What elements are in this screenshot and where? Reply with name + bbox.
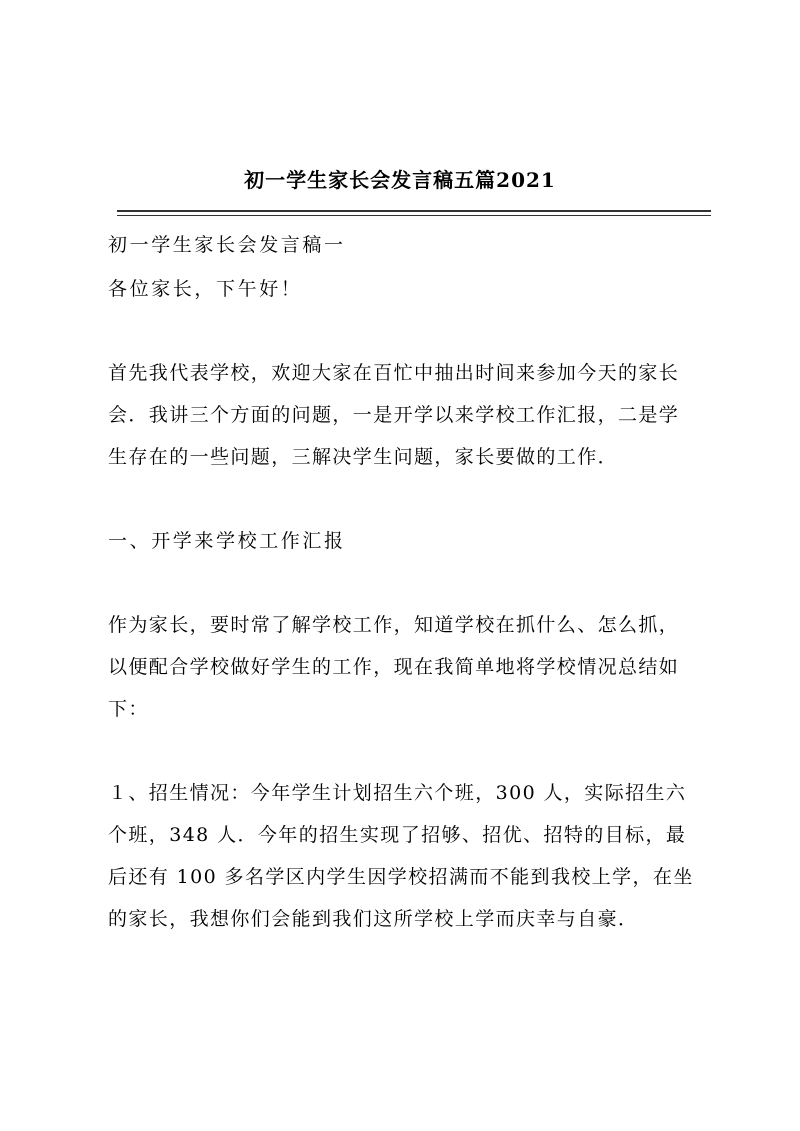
greeting-line: 各位家长，下午好！ [108,278,303,300]
paragraph-line: 的家长，我想你们会能到我们这所学校上学而庆幸与自豪． [108,908,639,930]
paragraph-line: １、招生情况：今年学生计划招生六个班，300 人，实际招生六 [108,782,687,804]
paragraph-line: 会．我讲三个方面的问题，一是开学以来学校工作汇报，二是学 [108,404,680,426]
paragraph-line: 首先我代表学校，欢迎大家在百忙中抽出时间来参加今天的家长 [108,362,680,384]
title-divider-thin [117,215,711,216]
section-heading: 一、开学来学校工作汇报 [108,530,346,552]
paragraph-line: 个班，348 人．今年的招生实现了招够、招优、招特的目标，最 [108,824,687,846]
section-heading: 初一学生家长会发言稿一 [108,234,346,256]
paragraph-line: 以便配合学校做好学生的工作，现在我简单地将学校情况总结如 [108,656,680,678]
paragraph-line: 下： [108,698,149,720]
paragraph-line: 作为家长，要时常了解学校工作，知道学校在抓什么、怎么抓， [108,614,680,636]
document-title: 初一学生家长会发言稿五篇2021 [244,168,556,192]
paragraph-line: 后还有 100 多名学区内学生因学校招满而不能到我校上学，在坐 [108,866,694,888]
paragraph-line: 生存在的一些问题，三解决学生问题，家长要做的工作． [108,446,619,468]
title-divider [117,210,711,212]
